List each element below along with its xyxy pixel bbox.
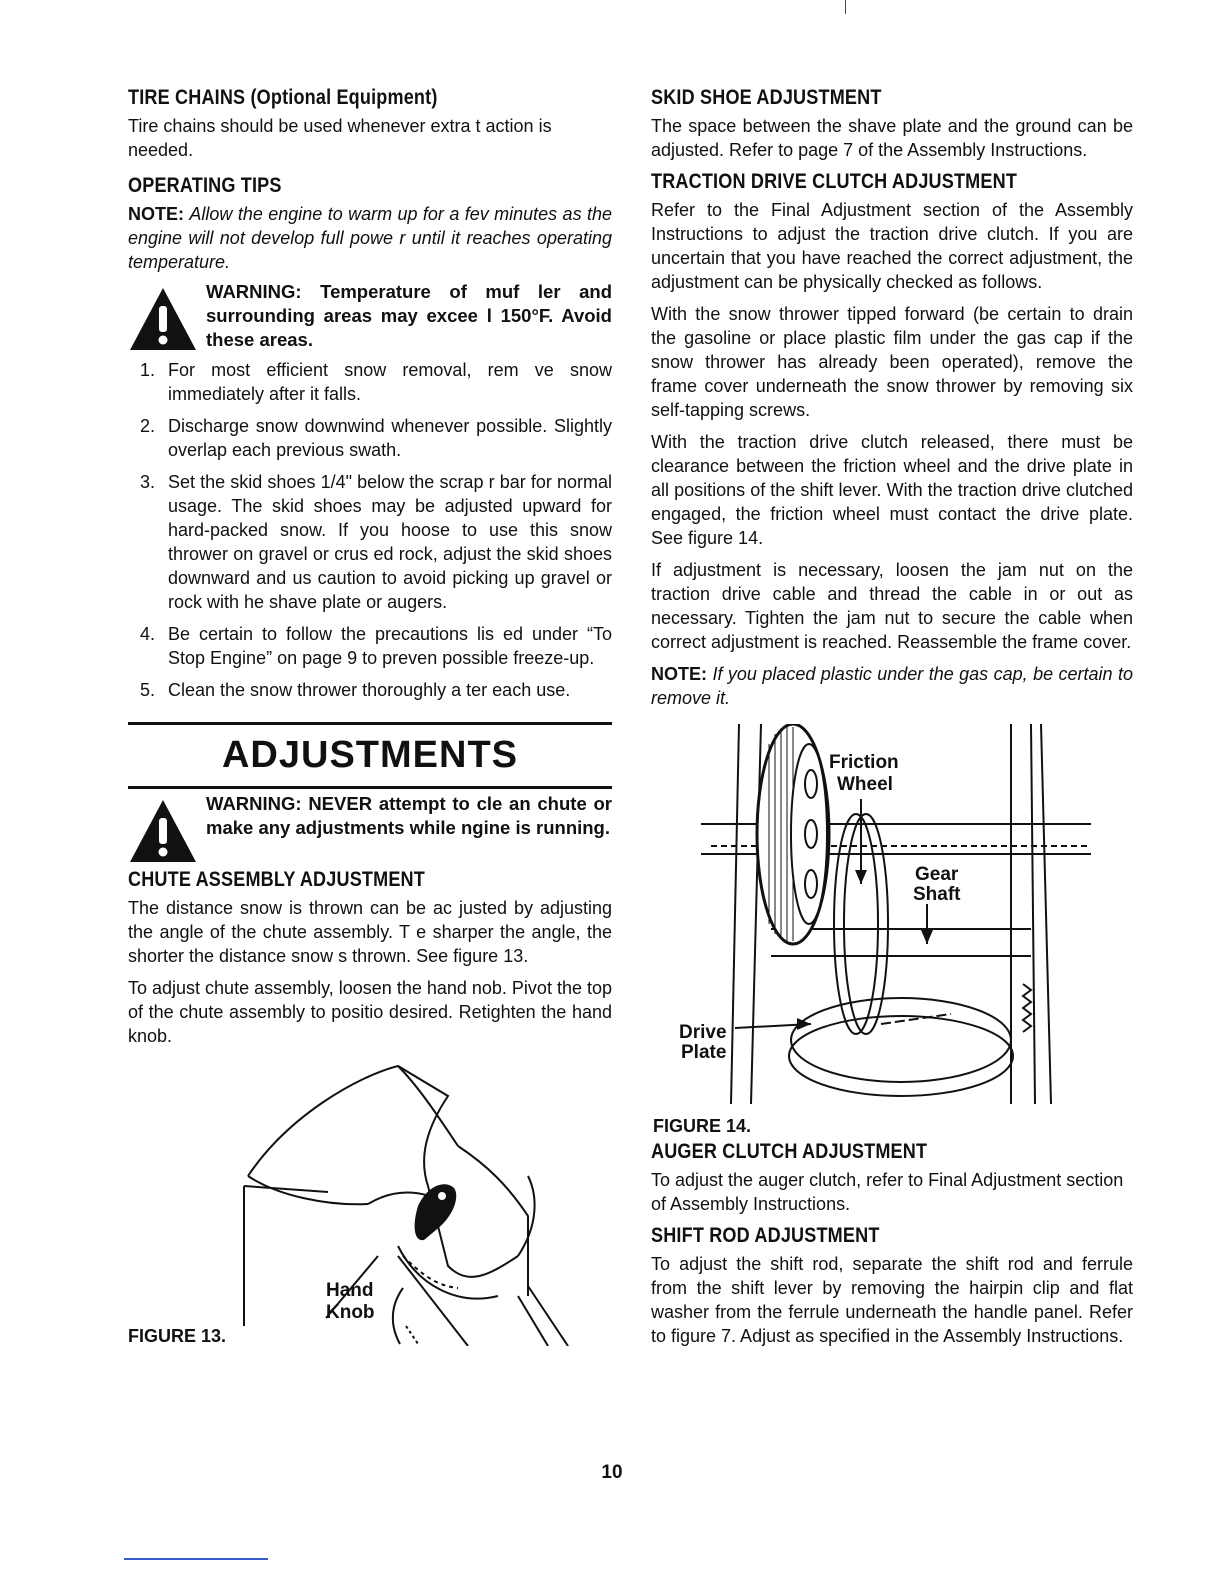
label-drive: Drive	[679, 1022, 727, 1043]
chute-assembly-p2: To adjust chute assembly, loosen the hand nob. Pivot the top of the chute assembly to positio desired. Retighten the hand knob.	[128, 978, 612, 1046]
scan-mark	[845, 0, 846, 14]
label-wheel: Wheel	[837, 774, 893, 795]
footer-rule	[124, 1558, 268, 1560]
list-item: 3. Set the skid shoes 1/4" below the scrap r bar for normal usage. The skid shoes may be adjusted upward for hard-packed snow. If you hoose to use this snow thrower on gravel or crus ed rock, adjust the skid shoes downward and us caution to avoid picking up gravel or rock with he shave plate or augers.	[140, 472, 612, 612]
note-text: If you placed plastic under the gas cap, be certain to remove it.	[651, 664, 1133, 708]
traction-drive-illustration	[651, 724, 1133, 1124]
divider	[128, 786, 612, 789]
adjustments-banner	[128, 722, 612, 790]
left-column	[128, 86, 612, 1346]
adjustments-warning-text: WARNING: NEVER attempt to cle an chute or make any adjustments while ngine is running.	[206, 793, 612, 838]
skid-shoe-heading: SKID SHOE ADJUSTMENT	[651, 86, 882, 109]
traction-drive-p1: Refer to the Final Adjustment section of the Assembly Instructions to adjust the traction drive clutch. If you are uncertain that you have reached the correct adjustment, the adjustment can be physically checked as follows.	[651, 200, 1133, 292]
adjustments-warning	[128, 792, 612, 862]
label-shaft: Shaft	[913, 884, 961, 905]
note-label: NOTE:	[651, 664, 707, 684]
auger-clutch-text: To adjust the auger clutch, refer to Final Adjustment section of Assembly Instructions.	[651, 1170, 1124, 1214]
list-item: 5. Clean the snow thrower thoroughly a ter each use.	[140, 680, 571, 700]
tire-chains-heading: TIRE CHAINS (Optional Equipment)	[128, 86, 438, 109]
skid-shoe-text: The space between the shave plate and the ground can be adjusted. Refer to page 7 of the Assembly Instructions.	[651, 116, 1133, 160]
traction-drive-note	[651, 662, 1133, 710]
figure-13-caption: FIGURE 13.	[128, 1326, 227, 1346]
figure-13	[128, 1056, 612, 1346]
label-gear: Gear	[915, 864, 959, 885]
operating-tips-note	[128, 202, 612, 274]
chute-assembly-p1: The distance snow is thrown can be ac justed by adjusting the angle of the chute assembly. T e sharper the angle, the shorter the distance snow s thrown. See figure 13.	[128, 898, 612, 966]
traction-drive-p3: With the traction drive clutch released, there must be clearance between the friction wheel and the drive plate in all positions of the shift lever. With the traction drive clutched engaged, the friction wheel must contact the drive plate. See figure 14.	[651, 432, 1133, 548]
figure-14-caption: FIGURE 14.	[653, 1116, 752, 1136]
operating-tips-list	[128, 358, 612, 702]
tire-chains-text: Tire chains should be used whenever extra t action is needed.	[128, 116, 552, 160]
label-plate: Plate	[681, 1042, 727, 1063]
label-knob: Knob	[326, 1302, 375, 1323]
traction-drive-p4: If adjustment is necessary, loosen the jam nut on the traction drive cable and thread the cable in or out as necessary. Tighten the jam nut to secure the cable when correct adjustment is reached. Reassemble the frame cover.	[651, 560, 1133, 652]
adjustments-title: ADJUSTMENTS	[221, 734, 519, 776]
chute-assembly-heading: CHUTE ASSEMBLY ADJUSTMENT	[128, 868, 425, 891]
shift-rod-text: To adjust the shift rod, separate the shift rod and ferrule from the shift lever by removing the hairpin clip and flat washer from the ferrule underneath the handle panel. Refer to figure 7. Adjust as specified in the Assembly Instructions.	[651, 1254, 1133, 1346]
traction-drive-heading: TRACTION DRIVE CLUTCH ADJUSTMENT	[651, 170, 1018, 193]
warning-icon	[128, 286, 198, 352]
note-label: NOTE:	[128, 204, 184, 224]
auger-clutch-heading: AUGER CLUTCH ADJUSTMENT	[651, 1140, 928, 1163]
temperature-warning-text: WARNING: Temperature of muf ler and surrounding areas may excee l 150°F. Avoid these areas.	[206, 281, 612, 350]
label-hand: Hand	[326, 1280, 374, 1301]
operating-tips-heading: OPERATING TIPS	[128, 174, 282, 197]
label-friction: Friction	[829, 752, 899, 773]
page-number: 10	[601, 1462, 623, 1483]
figure-14	[651, 718, 1133, 1136]
warning-icon	[128, 798, 198, 864]
list-item: 1. For most efficient snow removal, rem ve snow immediately after it falls.	[140, 360, 612, 404]
note-text: Allow the engine to warm up for a fev minutes as the engine will not develop full powe r until it reaches operating temperature.	[128, 204, 612, 272]
temperature-warning	[128, 280, 612, 352]
list-item: 2. Discharge snow downwind whenever possible. Slightly overlap each previous swath.	[140, 416, 612, 460]
list-item: 4. Be certain to follow the precautions lis ed under “To Stop Engine” on page 9 to preven possible freeze-up.	[140, 624, 612, 668]
divider	[128, 722, 612, 725]
chute-illustration	[128, 1056, 612, 1346]
shift-rod-heading: SHIFT ROD ADJUSTMENT	[651, 1224, 880, 1247]
traction-drive-p2: With the snow thrower tipped forward (be certain to drain the gasoline or place plastic film under the gas cap if the snow thrower has already been operated), remove the frame cover underneath the snow thrower by removing six self-tapping screws.	[651, 304, 1133, 420]
right-column	[651, 86, 1133, 1356]
